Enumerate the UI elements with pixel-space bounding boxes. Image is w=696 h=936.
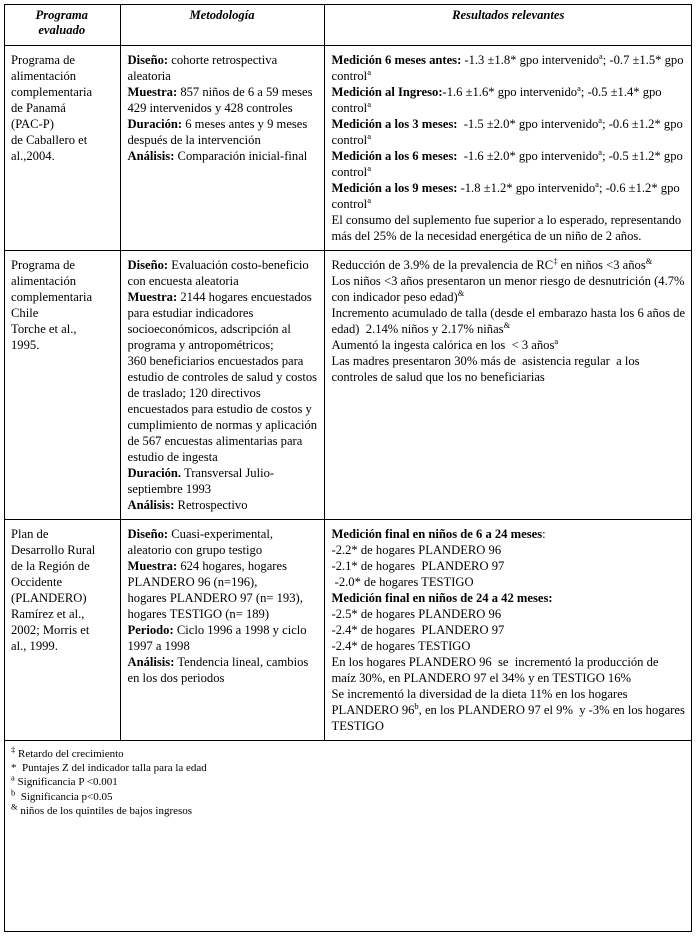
metodologia-cell [120, 251, 324, 520]
resultados-cell [324, 520, 692, 741]
result-item: -2.1* de hogares PLANDERO 97 [331, 559, 505, 573]
programa-cell: Programa de alimentación complementaria Chile Torche et al., 1995. [4, 251, 120, 520]
diseno-entry: Diseño: cohorte retrospectiva aleatoria [127, 53, 278, 83]
analisis-entry: Análisis: Comparación inicial-final [127, 149, 308, 163]
muestra-entry: Muestra: 624 hogares, hogares PLANDERO 96 (n=196), [127, 559, 287, 589]
result-paragraph: Se incrementó la diversidad de la dieta 11% en los hogares PLANDERO 96$^b$, en los PLANDERO 97 el 9% y -3% en los hogares TESTIGO [331, 687, 691, 733]
header-resultados: Resultados relevantes [324, 4, 692, 46]
result-item: Medición 6 meses antes: -1.3 ±1.8* gpo intervenido$^a$; -0.7 ±1.5* gpo control$^a$ [331, 50, 684, 83]
result-paragraph: En los hogares PLANDERO 96 se incrementó la producción de maíz 30%, en PLANDERO 97 el 34% y en TESTIGO 16% [331, 655, 662, 685]
result-item: -2.2* de hogares PLANDERO 96 [331, 543, 502, 557]
analisis-entry: Análisis: Retrospectivo [127, 498, 248, 512]
programa-cell: Programa de alimentación complementaria de Panamá (PAC-P) de Caballero et al.,2004. [4, 46, 120, 251]
footnote: $^b$ Significancia p<0.05 [11, 786, 113, 803]
analisis-entry: Análisis: Tendencia lineal, cambios en los dos periodos [127, 655, 309, 685]
result-item: -2.0* de hogares TESTIGO [331, 575, 474, 589]
result-item: -2.4* de hogares TESTIGO [331, 639, 471, 653]
muestra-entry: Muestra: 857 niños de 6 a 59 meses [127, 85, 313, 99]
metodologia-cell [120, 520, 324, 741]
diseno-entry: Diseño: Cuasi-experimental, aleatorio con grupo testigo [127, 527, 274, 557]
result-item: Incremento acumulado de talla (desde el embarazo hasta los 6 años de edad) 2.14% niños y 2.17% niñas& [331, 306, 689, 336]
result-item: Medición a los 9 meses: -1.8 ±1.2* gpo intervenido$^a$; -0.6 ±1.2* gpo control$^a$ [331, 178, 680, 211]
result-heading: Medición final en niños de 6 a 24 meses: [331, 527, 546, 541]
result-note: El consumo del suplemento fue superior a lo esperado, representando más del 25% de la necesidad energética de un niño de 2 años. [331, 213, 682, 243]
header-programa: Programa evaluado [4, 4, 120, 46]
result-heading: Medición final en niños de 24 a 42 meses: [331, 591, 553, 605]
result-item: Aumentó la ingesta calórica en los < 3 años$^a$ [331, 335, 559, 352]
results-table [4, 4, 692, 824]
periodo-entry: Periodo: Ciclo 1996 a 1998 y ciclo 1997 a 1998 [127, 623, 307, 653]
muestra-detail: 429 intervenidos y 428 controles [127, 101, 293, 115]
duracion-entry: Duración: 6 meses antes y 9 meses después de la intervención [127, 117, 308, 147]
metodologia-cell [120, 46, 324, 251]
footnote: ‡ Retardo del crecimiento [11, 744, 124, 760]
resultados-cell [324, 46, 692, 251]
header-metodologia: Metodología [120, 4, 324, 46]
result-item: Medición a los 3 meses: -1.5 ±2.0* gpo intervenido$^a$; -0.6 ±1.2* gpo control$^a$ [331, 114, 683, 147]
footnotes [4, 741, 692, 825]
diseno-entry: Diseño: Evaluación costo-beneficio con encuesta aleatoria [127, 258, 309, 288]
table-row [4, 251, 692, 520]
table-row [4, 520, 692, 741]
table-row [4, 46, 692, 251]
muestra-detail: 360 beneficiarios encuestados para estudio de controles de salud y costos de traslado; 120 directivos encuestados para estudio de costos y cumplimiento de normas y aplicación de 567 encuestas alimentarias para estudio de ingesta [127, 354, 318, 464]
muestra-entry: Muestra: 2144 hogares encuestados para estudiar indicadores socioeconómicos, adscripción al programa y antropométricos; [127, 290, 312, 352]
result-item: Las madres presentaron 30% más de asistencia regular a los controles de salud que los no beneficiarias [331, 354, 643, 384]
result-item: Medición al Ingreso:-1.6 ±1.6* gpo intervenido$^a$; -0.5 ±1.4* gpo control$^a$ [331, 82, 662, 115]
footnotes-row [4, 741, 692, 825]
footnote: & niños de los quintiles de bajos ingresos [11, 801, 193, 817]
muestra-detail: hogares PLANDERO 97 (n= 193), [127, 591, 303, 605]
result-item: Medición a los 6 meses: -1.6 ±2.0* gpo intervenido$^a$; -0.5 ±1.2* gpo control$^a$ [331, 146, 683, 179]
result-item: -2.5* de hogares PLANDERO 96 [331, 607, 502, 621]
duracion-entry: Duración. Transversal Julio-septiembre 1993 [127, 466, 275, 496]
result-item: Reducción de 3.9% de la prevalencia de RC‡ en niños <3 años& [331, 255, 653, 272]
resultados-cell [324, 251, 692, 520]
footnote: * Puntajes Z del indicador talla para la edad [11, 762, 207, 775]
muestra-detail: hogares TESTIGO (n= 189) [127, 607, 270, 621]
header-row [4, 4, 692, 46]
result-item: Los niños <3 años presentaron un menor riesgo de desnutrición (4.7% con indicador peso edad)& [331, 274, 685, 304]
result-item: -2.4* de hogares PLANDERO 97 [331, 623, 505, 637]
footnote: $^a$ Significancia P <0.001 [11, 772, 118, 789]
programa-cell: Plan de Desarrollo Rural de la Región de Occidente (PLANDERO) Ramírez et al., 2002; Morris et al., 1999. [4, 520, 120, 741]
